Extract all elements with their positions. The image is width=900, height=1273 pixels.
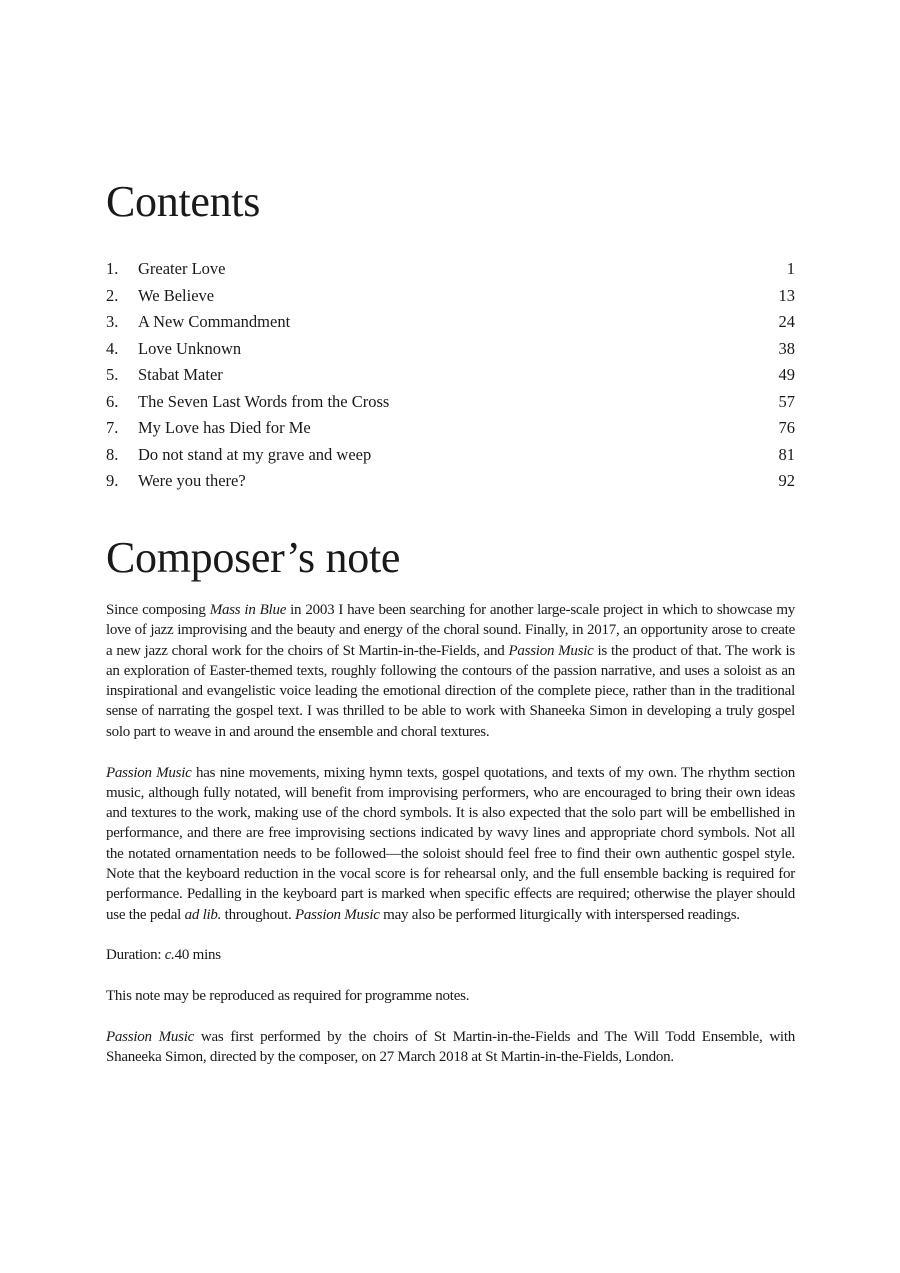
text-run: is the product of that. The work is an exploration of Easter-themed texts, roughly following the contours of the passion narrative, and uses a soloist as an inspirational and evangelistic voice leading the emotional direction of the complete piece, rather than in the traditional sense of narrating the gospel text. I was thrilled to be able to work with Shaneeka Simon in developing a truly gospel solo part to weave in and around the ensemble and choral textures.: [106, 642, 795, 740]
toc-page-number: 24: [778, 312, 795, 332]
toc-entry[interactable]: [106, 362, 795, 389]
note-paragraph: [106, 945, 795, 965]
toc-entry[interactable]: [106, 442, 795, 469]
toc-number: 3.: [106, 312, 119, 332]
table-of-contents: [106, 256, 795, 495]
toc-entry[interactable]: [106, 389, 795, 416]
toc-title: Do not stand at my grave and weep: [138, 444, 372, 464]
toc-page-number: 13: [778, 285, 795, 305]
italic-text: ad lib.: [184, 906, 222, 923]
toc-title: We Believe: [138, 285, 215, 305]
toc-title: My Love has Died for Me: [138, 418, 311, 438]
toc-entry[interactable]: [106, 309, 795, 336]
note-paragraph: [106, 600, 795, 742]
italic-text: Mass in Blue: [209, 602, 287, 618]
toc-title: Love Unknown: [138, 338, 242, 358]
toc-number: 5.: [106, 365, 119, 385]
italic-text: Passion Music: [295, 906, 380, 923]
toc-title: A New Commandment: [138, 312, 291, 332]
italic-text: Passion Music: [106, 764, 192, 781]
text-run: 40 mins: [174, 947, 221, 964]
toc-number: 7.: [106, 418, 119, 438]
text-run: has nine movements, mixing hymn texts, gospel quotations, and texts of my own. The rhythm section music, although fully notated, will benefit from improvising performers, who are encouraged to bring their own ideas and textures to the work, making use of the chord symbols. It is also expected that the solo part will be embellished in performance, and there are free improvising sections indicated by wavy lines and appropriate chord symbols. Not all the notated ornamentation needs to be followed—the soloist should feel free to find their own authentic gospel style. Note that the keyboard reduction in the vocal score is for rehearsal only, and the full ensemble backing is required for performance. Pedalling in the keyboard part is marked when specific effects are required; otherwise the player should use the pedal: [106, 764, 795, 923]
toc-page-number: 38: [778, 338, 795, 358]
text-run: This note may be reproduced as required for programme notes.: [106, 988, 470, 1005]
toc-page-number: 1: [786, 259, 795, 279]
note-paragraph: [106, 986, 795, 1006]
note-paragraph: [106, 1027, 795, 1068]
toc-page-number: 81: [778, 444, 795, 464]
italic-text: Passion Music: [106, 1029, 195, 1046]
toc-page-number: 76: [778, 418, 795, 438]
text-run: may also be performed liturgically with interspersed readings.: [379, 906, 740, 923]
toc-number: 8.: [106, 444, 119, 464]
italic-text: c.: [164, 947, 175, 964]
toc-number: 9.: [106, 471, 119, 491]
toc-page-number: 57: [778, 391, 795, 411]
toc-entry[interactable]: [106, 256, 795, 283]
toc-entry[interactable]: [106, 283, 795, 310]
toc-entry[interactable]: [106, 468, 795, 495]
toc-number: 6.: [106, 391, 119, 411]
toc-title: Were you there?: [138, 471, 246, 491]
toc-title: Greater Love: [138, 259, 226, 279]
toc-page-number: 92: [778, 471, 795, 491]
toc-number: 2.: [106, 285, 119, 305]
note-paragraph: [106, 763, 795, 925]
composers-note-body: [106, 600, 795, 1088]
text-run: in 2003 I have been searching for another large-scale project in which to showcase my love of jazz improvising and the beauty and energy of the choral sound. Finally, in 2017, an opportunity arose to create a new jazz choral work for the choirs of St Martin-in-the-Fields, and: [106, 602, 796, 659]
text-run: Since composing: [106, 602, 210, 618]
toc-number: 4.: [106, 338, 119, 358]
contents-heading: Contents: [106, 177, 261, 226]
toc-title: Stabat Mater: [138, 365, 223, 385]
text-run: throughout.: [221, 906, 295, 923]
toc-entry[interactable]: [106, 415, 795, 442]
text-run: was first performed by the choirs of St Martin-in-the-Fields and The Will Todd Ensemble, with Shaneeka Simon, directed by the composer, on 27 March 2018 at St Martin-in-the-Fields, London.: [106, 1029, 795, 1066]
toc-number: 1.: [106, 259, 119, 279]
italic-text: Passion Music: [508, 642, 594, 659]
toc-title: The Seven Last Words from the Cross: [138, 391, 390, 411]
toc-page-number: 49: [778, 365, 795, 385]
composers-note-heading: Composer’s note: [106, 533, 401, 582]
toc-entry[interactable]: [106, 336, 795, 363]
text-run: Duration:: [106, 947, 165, 964]
